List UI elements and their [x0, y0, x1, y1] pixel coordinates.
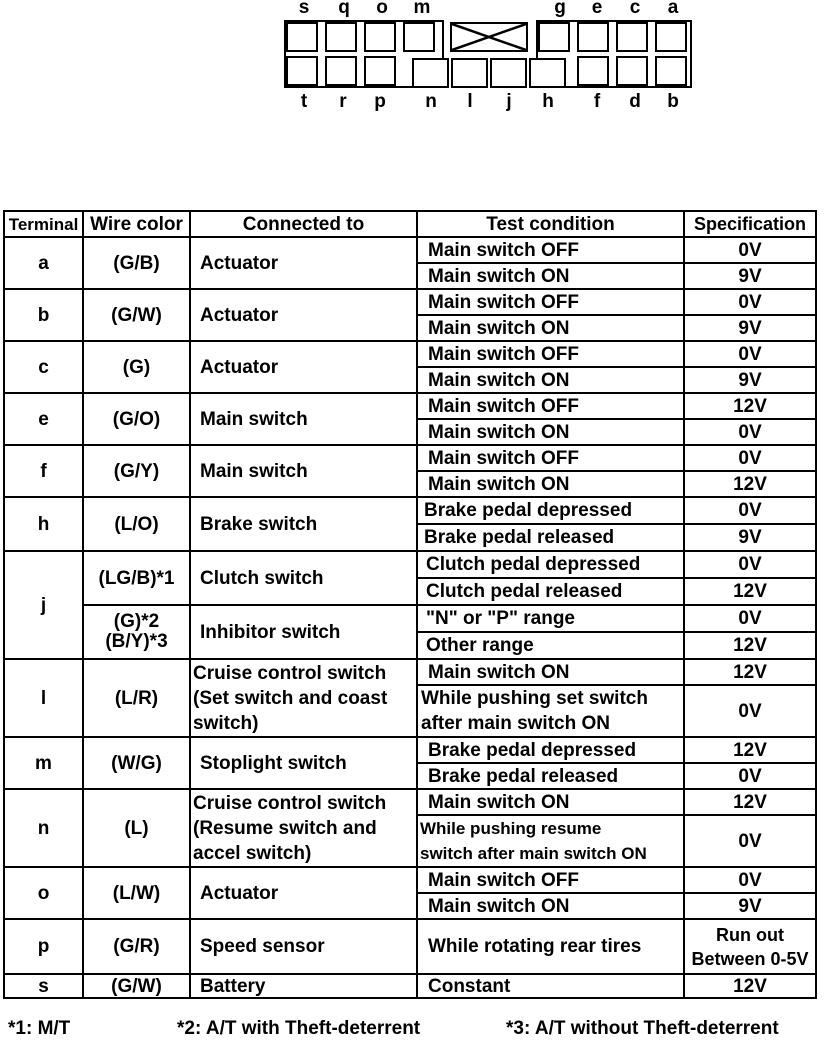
table-header-row	[4, 211, 816, 237]
wire-color-at-without-theft: (B/Y)*3	[105, 631, 168, 652]
wire-color-cell: (LG/B)*1	[83, 551, 190, 605]
specification-cell: 12V	[684, 789, 816, 815]
footnote-2: *2: A/T with Theft-deterrent	[177, 1018, 421, 1039]
test-condition-cell: Clutch pedal depressed	[417, 551, 684, 578]
terminal-cell: b	[4, 289, 83, 341]
pin-label-b: b	[667, 91, 679, 112]
test-condition-cell: Main switch ON	[417, 471, 684, 497]
table-row	[4, 919, 816, 974]
pin-r	[325, 56, 357, 86]
pin-label-d: d	[629, 91, 641, 112]
pin-t	[286, 56, 318, 86]
pin-p	[364, 56, 396, 86]
test-condition-cell: Brake pedal depressed	[417, 737, 684, 763]
table-row	[4, 341, 816, 367]
wire-color-cell: (G/O)	[83, 393, 190, 445]
specification-cell: 0V	[684, 237, 816, 263]
specification-cell: 0V	[684, 497, 816, 524]
test-condition-cell	[417, 685, 684, 737]
connector-diagram	[0, 0, 832, 130]
pin-label-f: f	[593, 91, 601, 112]
connected-to-cell: Brake switch	[190, 497, 417, 551]
connected-to-line: Cruise control switch	[193, 792, 387, 814]
test-condition-cell: Other range	[417, 632, 684, 659]
terminal-cell: o	[4, 867, 83, 919]
specification-cell: 12V	[684, 737, 816, 763]
test-condition-line: While pushing resume	[420, 819, 602, 838]
specification-cell: 9V	[684, 315, 816, 341]
pin-label-a: a	[667, 0, 679, 18]
wire-color-cell: (L/W)	[83, 867, 190, 919]
connected-to-line: accel switch)	[193, 842, 312, 864]
wire-color-cell: (G/W)	[83, 974, 190, 998]
header-terminal: Terminal	[4, 211, 83, 237]
table-row	[4, 237, 816, 263]
pin-label-c: c	[629, 0, 641, 18]
test-condition-cell	[417, 815, 684, 867]
terminal-cell: e	[4, 393, 83, 445]
pin-c	[616, 22, 648, 52]
pin-h	[529, 58, 566, 88]
pin-o	[364, 22, 396, 52]
test-condition-cell: Main switch ON	[417, 315, 684, 341]
wire-color-cell: (G)	[83, 341, 190, 393]
table-row	[4, 867, 816, 893]
test-condition-cell: "N" or "P" range	[417, 605, 684, 632]
test-condition-cell: Main switch OFF	[417, 445, 684, 471]
specification-cell	[684, 919, 816, 974]
specification-cell: 0V	[684, 445, 816, 471]
terminal-cell: s	[4, 974, 83, 998]
connected-to-cell: Inhibitor switch	[190, 605, 417, 659]
specification-cell: 12V	[684, 471, 816, 497]
table-row	[4, 289, 816, 315]
specification-cell: 9V	[684, 367, 816, 393]
connected-to-cell: Actuator	[190, 289, 417, 341]
table-row	[4, 659, 816, 685]
pin-label-r: r	[339, 91, 347, 112]
connected-to-cell: Actuator	[190, 341, 417, 393]
test-condition-cell: Main switch ON	[417, 893, 684, 919]
specification-cell: 0V	[684, 419, 816, 445]
specification-cell: 12V	[684, 578, 816, 605]
specification-cell: 0V	[684, 551, 816, 578]
test-condition-cell: Constant	[417, 974, 684, 998]
pin-d	[616, 56, 648, 86]
test-condition-line: after main switch ON	[421, 713, 610, 734]
pin-label-n: n	[425, 91, 437, 112]
table-row	[4, 445, 816, 471]
wire-color-cell: (G/B)	[83, 237, 190, 289]
test-condition-cell: While rotating rear tires	[417, 919, 684, 974]
pin-j	[490, 58, 527, 88]
connected-to-cell: Stoplight switch	[190, 737, 417, 789]
connected-to-line: (Resume switch and	[193, 817, 377, 839]
blocked-cavity-icon	[450, 22, 528, 52]
pin-label-p: p	[374, 91, 386, 112]
table-row	[4, 974, 816, 998]
specification-cell: 9V	[684, 263, 816, 289]
terminal-cell: a	[4, 237, 83, 289]
test-condition-line: switch after main switch ON	[420, 844, 647, 863]
test-condition-cell: Main switch OFF	[417, 393, 684, 419]
wire-color-at-with-theft: (G)*2	[113, 611, 160, 632]
specification-cell: 12V	[684, 659, 816, 685]
test-condition-cell: Main switch OFF	[417, 237, 684, 263]
connected-to-line: switch)	[193, 712, 259, 734]
connected-to-cell	[190, 659, 417, 737]
specification-cell: 0V	[684, 605, 816, 632]
specification-cell: 12V	[684, 632, 816, 659]
test-condition-cell: Clutch pedal released	[417, 578, 684, 605]
test-condition-line: While pushing set switch	[421, 688, 648, 709]
test-condition-cell: Main switch ON	[417, 367, 684, 393]
pin-e	[577, 22, 609, 52]
table-row	[4, 497, 816, 524]
table-row	[4, 789, 816, 815]
specification-line: Run out	[716, 924, 784, 945]
terminal-cell: m	[4, 737, 83, 789]
pin-label-e: e	[591, 0, 603, 18]
pin-label-g: g	[554, 0, 566, 18]
terminal-cell: l	[4, 659, 83, 737]
table-row	[4, 393, 816, 419]
header-specification: Specification	[684, 211, 816, 237]
pin-n	[412, 58, 449, 88]
test-condition-cell: Main switch ON	[417, 789, 684, 815]
header-connected-to: Connected to	[190, 211, 417, 237]
connected-to-cell: Main switch	[190, 445, 417, 497]
connected-to-cell: Clutch switch	[190, 551, 417, 605]
footnote-1: *1: M/T	[8, 1018, 71, 1039]
pin-label-l: l	[467, 91, 473, 112]
pin-a	[655, 22, 687, 52]
pin-label-h: h	[542, 91, 554, 112]
pin-g	[538, 22, 570, 52]
specification-cell: 0V	[684, 289, 816, 315]
pin-label-q: q	[338, 0, 350, 18]
specification-cell: 0V	[684, 763, 816, 789]
terminal-cell: j	[4, 551, 83, 659]
connected-to-cell: Battery	[190, 974, 417, 998]
test-condition-cell: Main switch ON	[417, 659, 684, 685]
test-condition-cell: Brake pedal depressed	[417, 497, 684, 524]
connected-to-cell: Speed sensor	[190, 919, 417, 974]
specification-cell: 0V	[684, 341, 816, 367]
connected-to-cell	[190, 789, 417, 867]
pin-b	[655, 56, 687, 86]
connected-to-line: Cruise control switch	[193, 662, 387, 684]
specification-cell: 12V	[684, 393, 816, 419]
pin-f	[577, 56, 609, 86]
pin-label-o: o	[376, 0, 388, 18]
terminal-spec-table	[3, 210, 817, 999]
wire-color-cell: (G/R)	[83, 919, 190, 974]
terminal-cell: h	[4, 497, 83, 551]
test-condition-cell: Main switch ON	[417, 419, 684, 445]
wire-color-cell: (G/Y)	[83, 445, 190, 497]
table-row	[4, 605, 816, 632]
specification-cell: 0V	[684, 867, 816, 893]
connected-to-line: (Set switch and coast	[193, 687, 388, 709]
pin-l	[451, 58, 488, 88]
specification-cell: 12V	[684, 974, 816, 998]
header-test-condition: Test condition	[417, 211, 684, 237]
pin-label-m: m	[413, 0, 431, 18]
pin-label-j: j	[506, 91, 512, 112]
pin-label-s: s	[298, 0, 310, 18]
test-condition-cell: Main switch ON	[417, 263, 684, 289]
connected-to-cell: Actuator	[190, 237, 417, 289]
specification-cell: 0V	[684, 685, 816, 737]
specification-cell: 9V	[684, 893, 816, 919]
test-condition-cell: Main switch OFF	[417, 341, 684, 367]
pin-m	[403, 22, 435, 52]
terminal-cell: c	[4, 341, 83, 393]
header-wire-color: Wire color	[83, 211, 190, 237]
pin-q	[325, 22, 357, 52]
wire-color-cell: (L/R)	[83, 659, 190, 737]
terminal-cell: n	[4, 789, 83, 867]
test-condition-cell: Main switch OFF	[417, 867, 684, 893]
pin-s	[286, 22, 318, 52]
connected-to-cell: Main switch	[190, 393, 417, 445]
specification-cell: 9V	[684, 524, 816, 551]
wire-color-cell	[83, 605, 190, 659]
test-condition-cell: Main switch OFF	[417, 289, 684, 315]
table-row	[4, 737, 816, 763]
terminal-cell: f	[4, 445, 83, 497]
wire-color-cell: (W/G)	[83, 737, 190, 789]
terminal-cell: p	[4, 919, 83, 974]
wire-color-cell: (L)	[83, 789, 190, 867]
wire-color-cell: (L/O)	[83, 497, 190, 551]
connected-to-cell: Actuator	[190, 867, 417, 919]
specification-line: Between 0-5V	[691, 948, 809, 969]
test-condition-cell: Brake pedal released	[417, 763, 684, 789]
wire-color-cell: (G/W)	[83, 289, 190, 341]
specification-cell: 0V	[684, 815, 816, 867]
pin-label-t: t	[300, 91, 308, 112]
test-condition-cell: Brake pedal released	[417, 524, 684, 551]
table-row	[4, 551, 816, 578]
footnote-3: *3: A/T without Theft-deterrent	[506, 1018, 779, 1039]
